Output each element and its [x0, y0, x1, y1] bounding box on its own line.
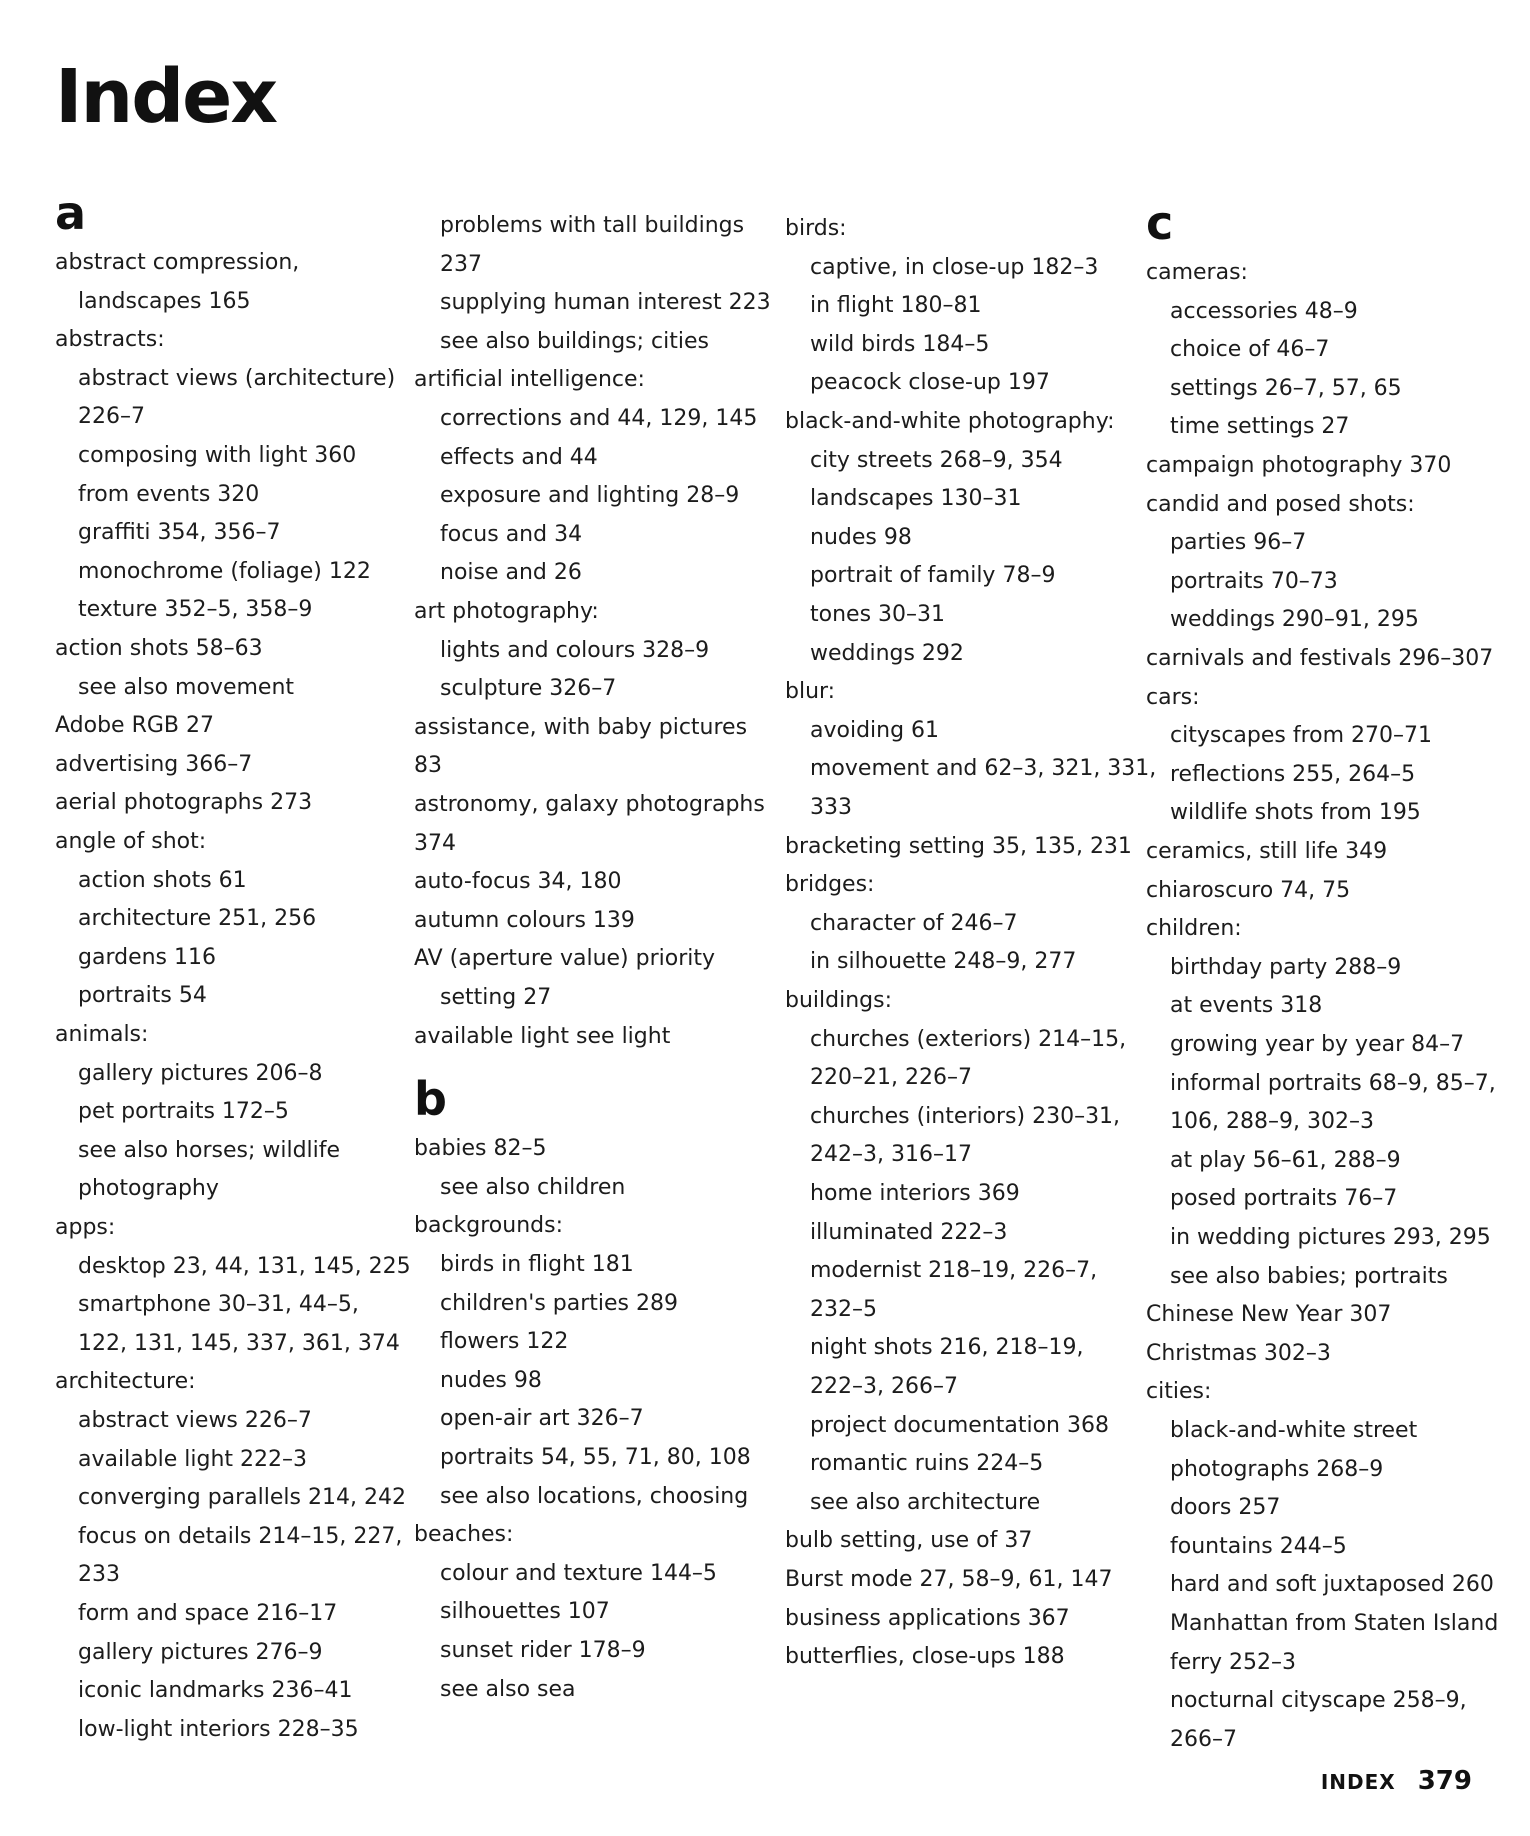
index-subentry: graffiti 354, 356–7: [78, 520, 281, 546]
index-entry: backgrounds:: [414, 1213, 563, 1239]
index-entry: cities:: [1146, 1379, 1212, 1405]
index-subentry: time settings 27: [1170, 414, 1350, 440]
index-subentry: hard and soft juxtaposed 260: [1170, 1572, 1494, 1598]
index-entry: angle of shot:: [55, 829, 207, 854]
index-subentry: reflections 255, 264–5: [1170, 761, 1416, 787]
index-subentry: see also architecture: [810, 1489, 1041, 1515]
index-subentry: desktop 23, 44, 131, 145, 225: [78, 1253, 411, 1279]
index-subentry: gardens 116: [78, 944, 216, 970]
index-subentry: nocturnal cityscape 258–9,: [1170, 1688, 1467, 1714]
index-subentry: see also sea: [440, 1676, 576, 1702]
index-subentry: portraits 70–73: [1170, 568, 1338, 594]
index-subentry: noise and 26: [440, 560, 582, 586]
index-entry: artificial intelligence:: [414, 367, 645, 393]
index-subentry: monochrome (foliage) 122: [78, 558, 371, 584]
index-entry: animals:: [55, 1022, 149, 1047]
index-subentry: home interiors 369: [810, 1181, 1020, 1206]
index-entry: beaches:: [414, 1522, 514, 1548]
index-subentry: 233: [78, 1562, 120, 1588]
index-entry: abstract compression,: [55, 250, 300, 275]
index-subentry: 232–5: [810, 1296, 877, 1322]
index-entry: architecture:: [55, 1369, 196, 1395]
index-subentry: in flight 180–81: [810, 293, 982, 319]
index-subentry: supplying human interest 223: [440, 290, 771, 316]
index-subentry: nudes 98: [810, 524, 912, 550]
index-entry: Chinese New Year 307: [1146, 1302, 1392, 1328]
index-entry: abstracts:: [55, 327, 165, 353]
index-subentry: avoiding 61: [810, 717, 940, 743]
index-subentry: ferry 252–3: [1170, 1649, 1296, 1675]
index-entry: available light see light: [414, 1023, 671, 1049]
index-subentry: sunset rider 178–9: [440, 1638, 646, 1663]
index-subentry: children's parties 289: [440, 1290, 678, 1316]
index-subentry: movement and 62–3, 321, 331,: [810, 756, 1157, 782]
index-subentry: at events 318: [1170, 993, 1323, 1019]
index-subentry: landscapes 165: [78, 288, 251, 314]
index-subentry: 220–21, 226–7: [810, 1065, 972, 1091]
index-subentry: wildlife shots from 195: [1170, 800, 1421, 826]
page-title: Index: [55, 54, 277, 140]
index-subentry: see also locations, choosing: [440, 1483, 749, 1509]
index-entry: Burst mode 27, 58–9, 61, 147: [785, 1567, 1113, 1592]
index-subentry: captive, in close-up 182–3: [810, 254, 1099, 280]
index-subentry: black-and-white street: [1170, 1418, 1418, 1443]
index-subentry: iconic landmarks 236–41: [78, 1678, 353, 1704]
page-number: 379: [1417, 1766, 1472, 1796]
index-subentry: 222–3, 266–7: [810, 1374, 958, 1399]
index-subentry: growing year by year 84–7: [1170, 1032, 1465, 1057]
index-subentry: composing with light 360: [78, 443, 357, 468]
index-subentry: converging parallels 214, 242: [78, 1485, 406, 1511]
index-subentry: abstract views 226–7: [78, 1408, 312, 1433]
index-subentry: Manhattan from Staten Island: [1170, 1611, 1499, 1636]
index-entry: babies 82–5: [414, 1136, 547, 1162]
index-subentry: weddings 290–91, 295: [1170, 607, 1419, 633]
index-subentry: birthday party 288–9: [1170, 954, 1402, 980]
index-subentry: see also buildings; cities: [440, 328, 709, 354]
index-subentry: 226–7: [78, 404, 145, 430]
index-subentry: open-air art 326–7: [440, 1406, 644, 1432]
index-entry: candid and posed shots:: [1146, 491, 1415, 517]
index-subentry: focus and 34: [440, 521, 583, 547]
index-subentry: character of 246–7: [810, 910, 1018, 936]
index-entry: chiaroscuro 74, 75: [1146, 877, 1351, 903]
index-subentry: 106, 288–9, 302–3: [1170, 1109, 1374, 1135]
index-entry: Christmas 302–3: [1146, 1340, 1331, 1366]
index-entry: 374: [414, 830, 456, 856]
index-subentry: posed portraits 76–7: [1170, 1186, 1398, 1212]
index-subentry: illuminated 222–3: [810, 1219, 1008, 1245]
index-entry: children:: [1146, 916, 1242, 942]
index-entry: blur:: [785, 679, 836, 705]
index-subentry: fountains 244–5: [1170, 1533, 1347, 1559]
index-subentry: gallery pictures 206–8: [78, 1060, 323, 1086]
index-subentry: architecture 251, 256: [78, 906, 317, 932]
index-entry: bracketing setting 35, 135, 231: [785, 833, 1132, 859]
index-entry: autumn colours 139: [414, 907, 635, 933]
index-subentry: see also movement: [78, 674, 295, 700]
index-entry: action shots 58–63: [55, 636, 263, 661]
index-subentry: photographs 268–9: [1170, 1456, 1384, 1482]
index-subentry: city streets 268–9, 354: [810, 447, 1063, 473]
index-subentry: cityscapes from 270–71: [1170, 723, 1433, 749]
index-entry: business applications 367: [785, 1605, 1070, 1631]
index-entry: art photography:: [414, 599, 599, 624]
index-subentry: modernist 218–19, 226–7,: [810, 1258, 1098, 1284]
index-subentry: effects and 44: [440, 444, 598, 470]
index-subentry: accessories 48–9: [1170, 298, 1358, 324]
index-subentry: gallery pictures 276–9: [78, 1639, 323, 1665]
index-entry: apps:: [55, 1215, 116, 1240]
index-subentry: from events 320: [78, 481, 260, 507]
index-subentry: portraits 54, 55, 71, 80, 108: [440, 1445, 751, 1470]
index-subentry: texture 352–5, 358–9: [78, 597, 313, 623]
index-subentry: colour and texture 144–5: [440, 1560, 717, 1586]
index-subentry: setting 27: [440, 985, 552, 1010]
index-subentry: silhouettes 107: [440, 1599, 610, 1625]
index-entry: astronomy, galaxy photographs: [414, 792, 765, 817]
index-subentry: 266–7: [1170, 1726, 1237, 1752]
index-subentry: photography: [78, 1176, 219, 1202]
index-subentry: pet portraits 172–5: [78, 1099, 289, 1125]
index-entry: ceramics, still life 349: [1146, 839, 1388, 864]
index-subentry: doors 257: [1170, 1495, 1281, 1521]
index-entry: advertising 366–7: [55, 751, 253, 777]
section-letter-c: c: [1146, 196, 1174, 250]
index-entry: buildings:: [785, 988, 892, 1013]
running-footer-label: INDEX: [1320, 1770, 1396, 1794]
index-subentry: churches (exteriors) 214–15,: [810, 1026, 1127, 1052]
index-entry: AV (aperture value) priority: [414, 946, 716, 972]
index-subentry: form and space 216–17: [78, 1601, 338, 1626]
index-entry: campaign photography 370: [1146, 453, 1452, 478]
index-entry: 83: [414, 753, 442, 779]
index-subentry: 122, 131, 145, 337, 361, 374: [78, 1330, 400, 1356]
index-subentry: see also babies; portraits: [1170, 1263, 1448, 1289]
index-entry: birds:: [785, 216, 847, 241]
index-entry: assistance, with baby pictures: [414, 714, 748, 740]
index-entry: aerial photographs 273: [55, 790, 313, 816]
index-subentry: abstract views (architecture): [78, 365, 396, 391]
index-subentry: see also horses; wildlife: [78, 1137, 341, 1163]
index-subentry: at play 56–61, 288–9: [1170, 1147, 1401, 1173]
index-subentry: peacock close-up 197: [810, 370, 1050, 396]
index-subentry: lights and colours 328–9: [440, 637, 710, 663]
index-entry: carnivals and festivals 296–307: [1146, 646, 1494, 671]
index-subentry: smartphone 30–31, 44–5,: [78, 1292, 359, 1318]
index-subentry: night shots 216, 218–19,: [810, 1335, 1084, 1361]
index-subentry: corrections and 44, 129, 145: [440, 406, 758, 431]
index-subentry: low-light interiors 228–35: [78, 1716, 359, 1742]
index-subentry: wild birds 184–5: [810, 331, 990, 357]
index-subentry: parties 96–7: [1170, 530, 1307, 556]
index-subentry: exposure and lighting 28–9: [440, 483, 740, 509]
index-entry: butterflies, close-ups 188: [785, 1644, 1065, 1670]
index-subentry: informal portraits 68–9, 85–7,: [1170, 1070, 1496, 1096]
index-subentry: 333: [810, 795, 852, 820]
index-subentry: focus on details 214–15, 227,: [78, 1523, 403, 1549]
index-subentry: portrait of family 78–9: [810, 563, 1056, 589]
index-subentry: available light 222–3: [78, 1446, 308, 1472]
index-subentry: 237: [440, 251, 482, 277]
index-subentry: landscapes 130–31: [810, 486, 1022, 512]
index-subentry: project documentation 368: [810, 1412, 1109, 1438]
index-subentry: nudes 98: [440, 1367, 542, 1393]
index-entry: cameras:: [1146, 260, 1248, 285]
page-footer: [1321, 1766, 1472, 1796]
index-subentry: churches (interiors) 230–31,: [810, 1103, 1121, 1129]
index-subentry: weddings 292: [810, 640, 964, 666]
index-subentry: in wedding pictures 293, 295: [1170, 1225, 1491, 1250]
index-entry: Adobe RGB 27: [55, 713, 214, 739]
index-subentry: settings 26–7, 57, 65: [1170, 375, 1402, 401]
index-entry: cars:: [1146, 684, 1200, 710]
index-subentry: birds in flight 181: [440, 1252, 634, 1277]
index-subentry: problems with tall buildings: [440, 213, 745, 238]
index-subentry: flowers 122: [440, 1329, 569, 1355]
index-subentry: tones 30–31: [810, 602, 946, 627]
index-entry: bulb setting, use of 37: [785, 1528, 1033, 1554]
index-subentry: see also children: [440, 1174, 626, 1200]
index-entry: auto-focus 34, 180: [414, 869, 622, 895]
index-entry: bridges:: [785, 872, 875, 898]
index-subentry: in silhouette 248–9, 277: [810, 949, 1077, 975]
index-subentry: action shots 61: [78, 867, 247, 893]
index-subentry: romantic ruins 224–5: [810, 1451, 1044, 1477]
section-letter-b: b: [414, 1072, 447, 1127]
index-subentry: choice of 46–7: [1170, 337, 1330, 363]
index-subentry: 242–3, 316–17: [810, 1142, 972, 1168]
index-entry: black-and-white photography:: [785, 409, 1115, 434]
section-letter-a: a: [55, 186, 87, 240]
index-subentry: sculpture 326–7: [440, 676, 617, 702]
index-subentry: portraits 54: [78, 983, 207, 1009]
